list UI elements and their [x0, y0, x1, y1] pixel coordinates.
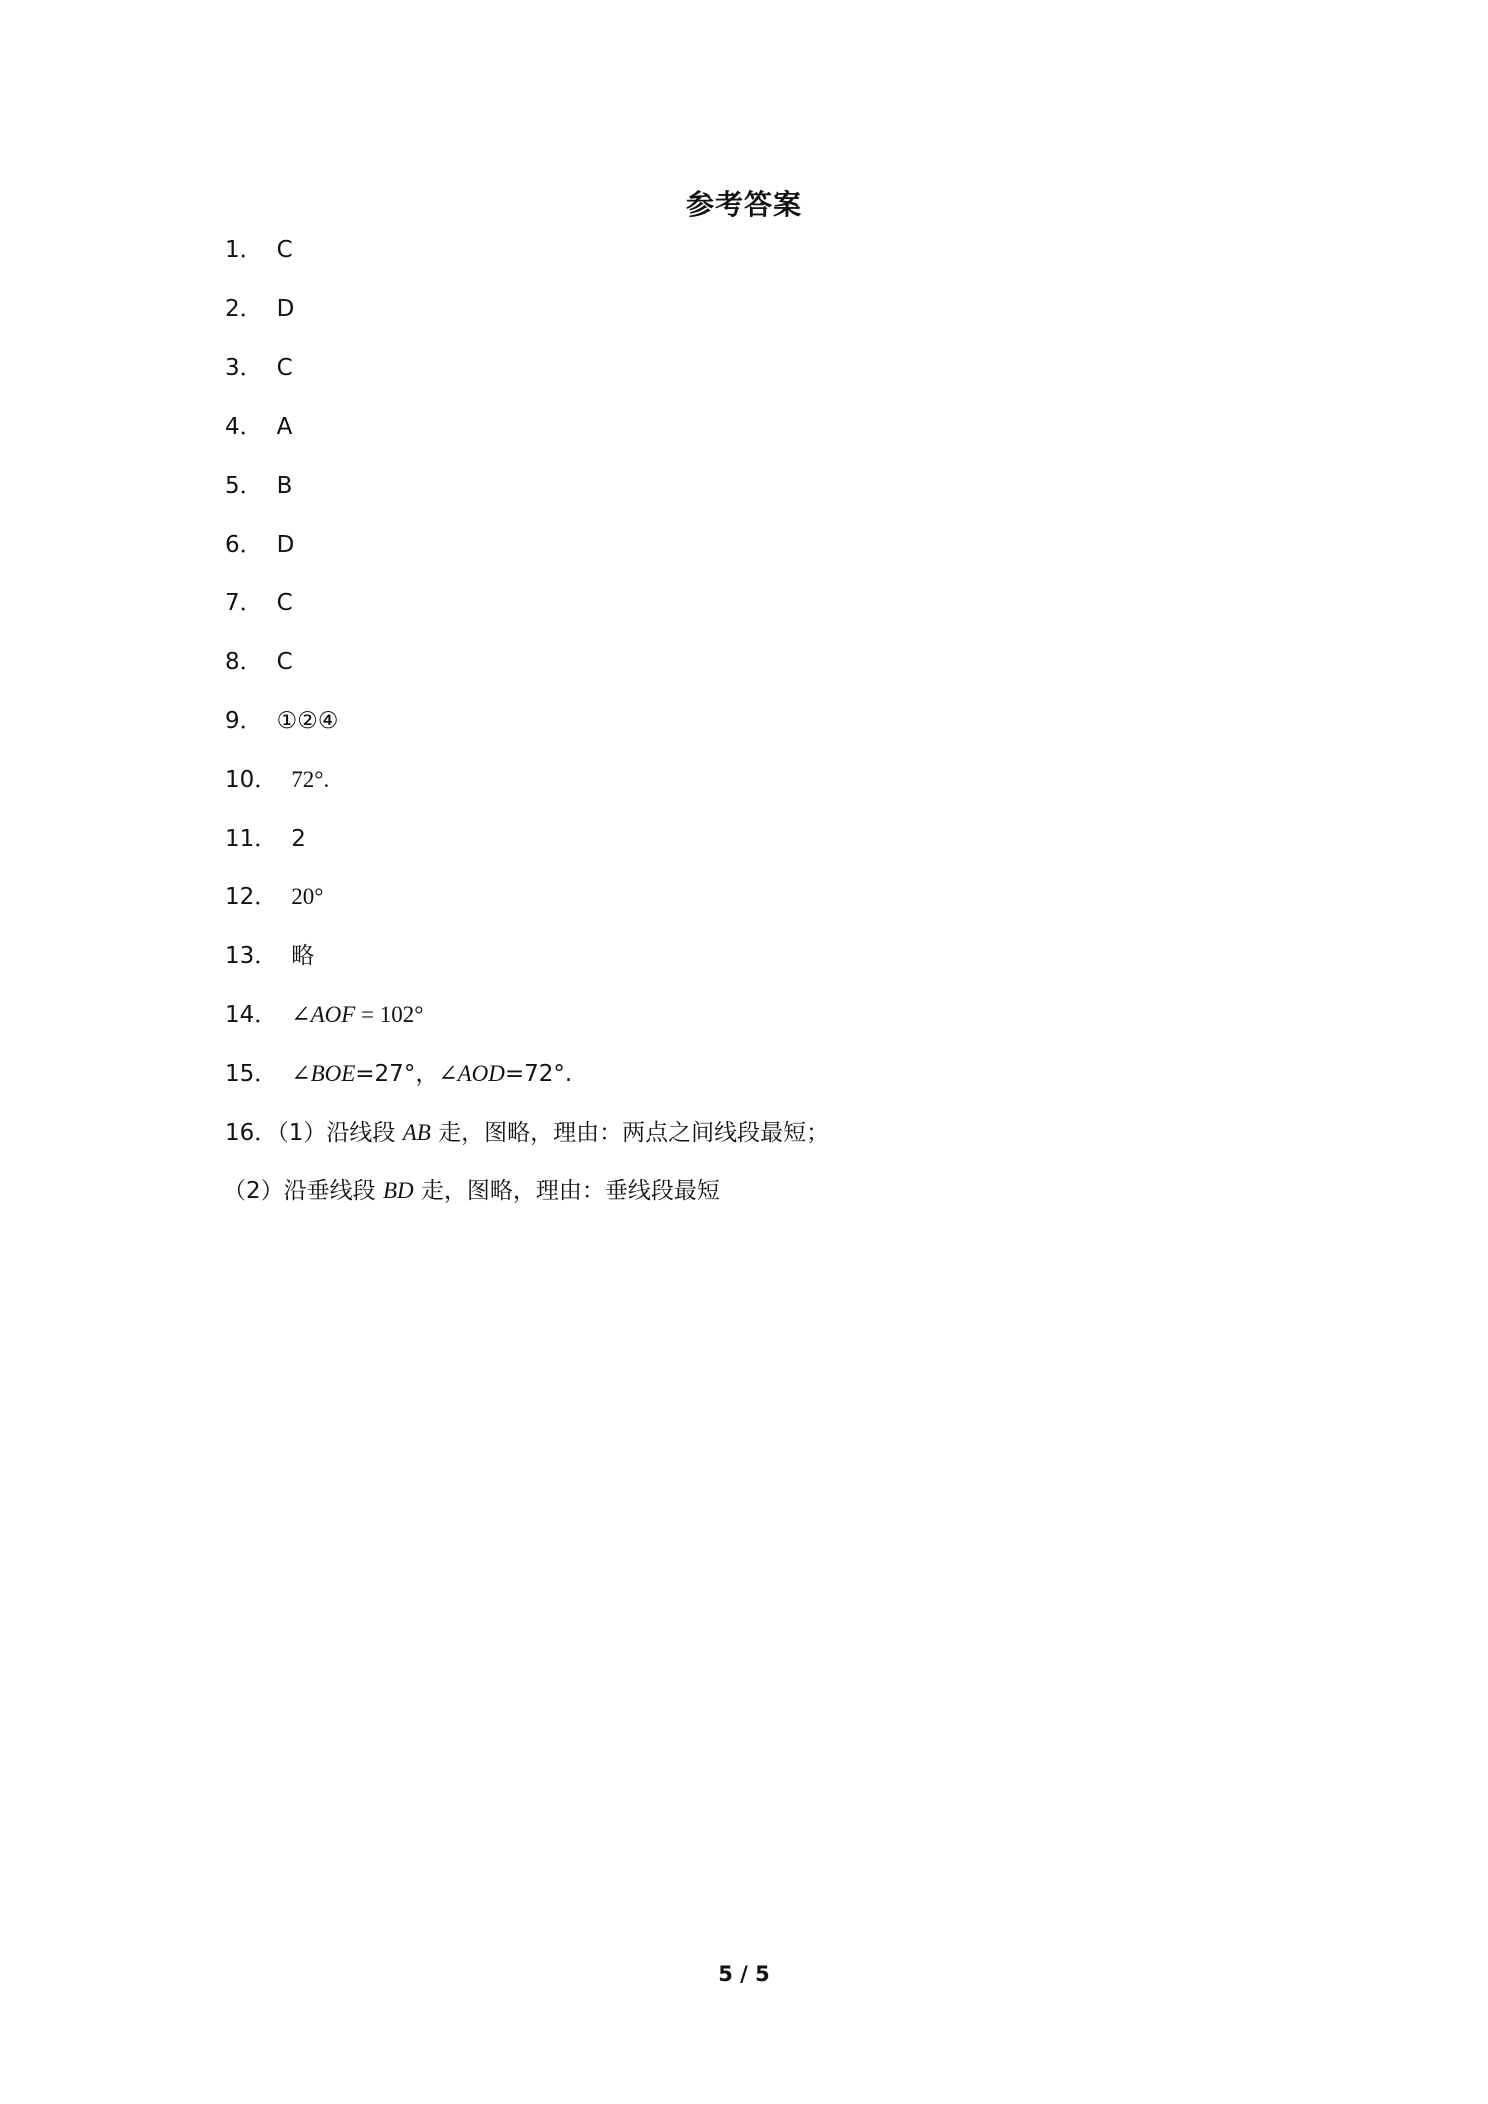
answer-number: 8．: [225, 649, 263, 675]
angle-name: AOD: [457, 1061, 505, 1086]
answer-text: D: [276, 532, 295, 558]
angle-symbol: ∠: [291, 1002, 311, 1027]
answer-text: ①②④: [276, 708, 339, 734]
answer-number: 7．: [225, 590, 263, 616]
answer-number: 10．: [225, 767, 278, 793]
answer-number: 9．: [225, 708, 263, 734]
answer-text: 走，图略，理由：垂线段最短: [413, 1178, 720, 1204]
angle-name: AOF: [310, 1002, 356, 1027]
segment-name: BD: [382, 1178, 414, 1203]
angle-value: =72°.: [504, 1061, 573, 1087]
answer-text: D: [276, 296, 295, 322]
answer-number: 2．: [225, 296, 263, 322]
answer-number: 15．: [225, 1061, 278, 1087]
answer-text: C: [276, 590, 293, 616]
angle-name: BOE: [310, 1061, 356, 1086]
answer-number: 14．: [225, 1002, 278, 1028]
answer-text: 2: [291, 826, 306, 852]
answer-number: 16．: [225, 1120, 278, 1146]
answer-text: B: [276, 473, 293, 499]
answer-text: 走，图略，理由：两点之间线段最短；: [430, 1120, 830, 1146]
segment-name: AB: [402, 1120, 431, 1145]
answer-item-15: [225, 1057, 572, 1091]
answer-text: （2）沿垂线段: [223, 1178, 383, 1204]
answer-item-13: [225, 939, 314, 973]
answer-item-16-part-1: [225, 1116, 829, 1150]
answer-number: 3．: [225, 355, 263, 381]
answer-number: 1．: [225, 237, 263, 263]
answer-number: 12．: [225, 884, 278, 910]
answer-number: 11．: [225, 826, 278, 852]
answer-text: C: [276, 237, 293, 263]
answer-item-9: [225, 704, 339, 738]
answer-text: C: [276, 649, 293, 675]
answer-text: 略: [291, 943, 315, 969]
answer-number: 6．: [225, 532, 263, 558]
answer-item-11: [225, 822, 306, 856]
angle-symbol: ∠: [291, 1061, 311, 1086]
page-title: 参考答案: [685, 188, 802, 221]
answer-item-6: [225, 528, 294, 562]
page-number: 5 / 5: [718, 1962, 770, 1986]
answer-number: 4．: [225, 414, 263, 440]
answer-text: （1）沿线段: [277, 1120, 403, 1146]
answer-item-12: [225, 880, 323, 914]
answer-item-14: [225, 998, 423, 1032]
answer-text: 72°.: [291, 767, 330, 792]
answer-item-4: [225, 410, 292, 444]
answer-item-1: [225, 233, 293, 267]
answer-item-7: [225, 586, 293, 620]
answer-text: A: [276, 414, 293, 440]
answer-item-8: [225, 645, 293, 679]
angle-value: = 102°: [355, 1002, 424, 1027]
angle-value: =27°，: [355, 1061, 439, 1087]
answer-text: C: [276, 355, 293, 381]
answer-text: 20°: [291, 884, 324, 909]
answer-number: 13．: [225, 943, 278, 969]
answer-item-2: [225, 292, 294, 326]
answer-item-16-part-2: [223, 1174, 720, 1208]
answer-item-10: [225, 763, 329, 797]
answer-item-3: [225, 351, 293, 385]
answer-number: 5．: [225, 473, 263, 499]
answer-item-5: [225, 469, 292, 503]
angle-symbol: ∠: [438, 1061, 458, 1086]
